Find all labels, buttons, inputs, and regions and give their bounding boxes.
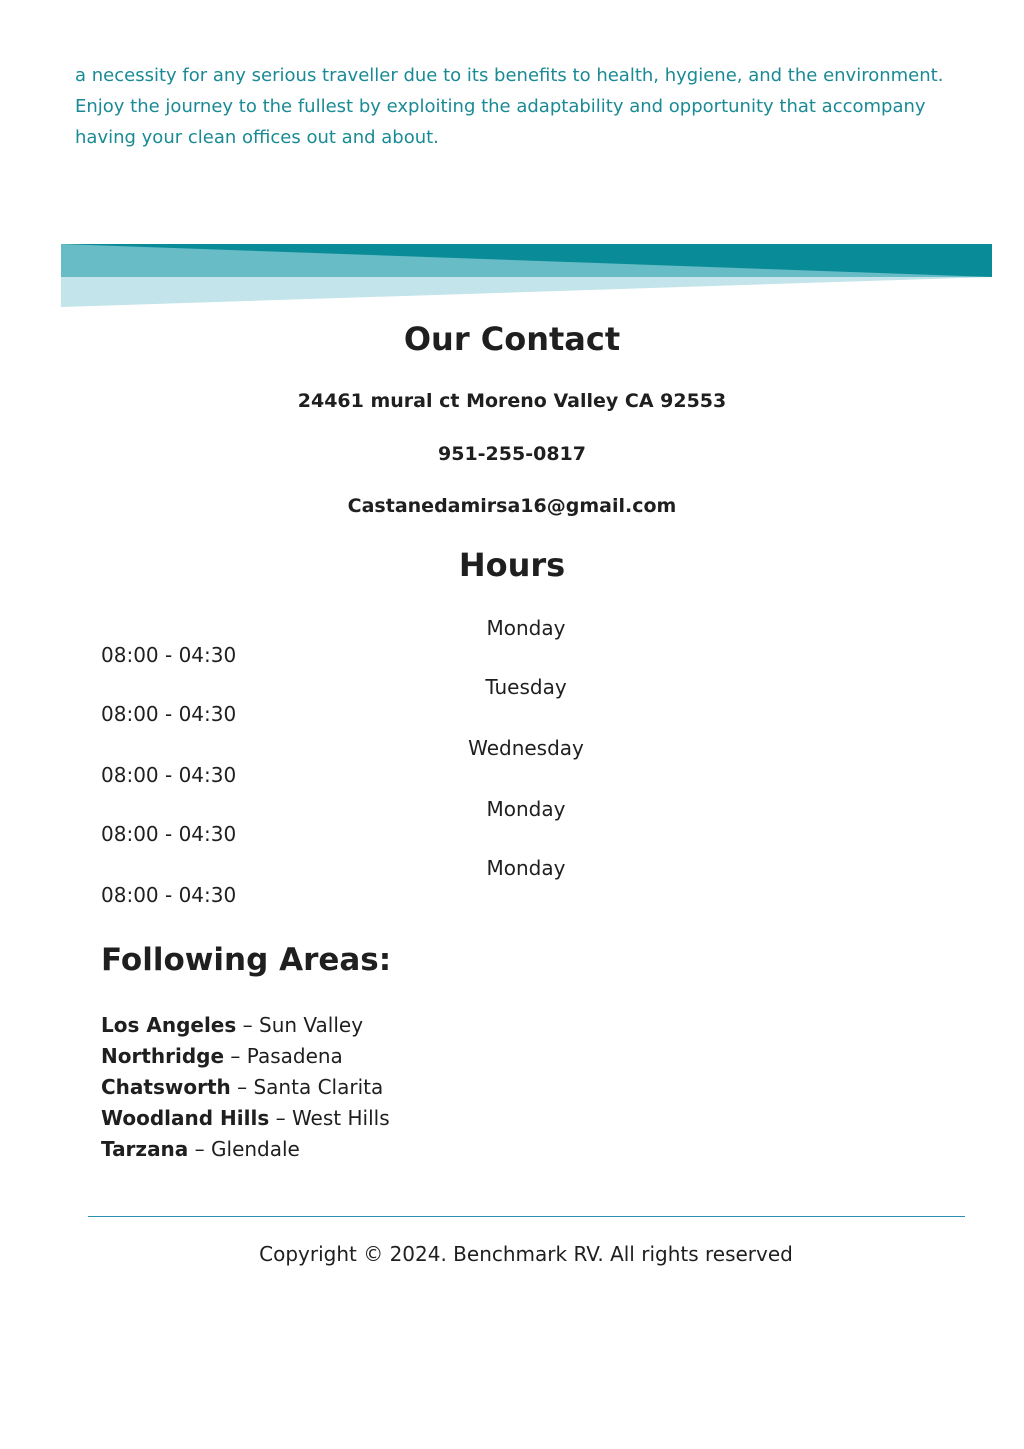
hours-day: Wednesday [468,736,584,760]
area-item [101,1044,343,1068]
intro-line: having your clean offices out and about. [75,127,439,148]
footer-divider [88,1216,965,1217]
hours-day: Tuesday [485,675,567,699]
contact-address: 24461 mural ct Moreno Valley CA 92553 [297,390,727,412]
hours-time: 08:00 - 04:30 [101,883,237,907]
intro-line: a necessity for any serious traveller due to its benefits to health, hygiene, and the environment. [75,65,944,86]
area-secondary: Sun Valley [259,1013,364,1037]
decorative-banner [61,244,992,308]
area-item [101,1106,390,1130]
hours-day: Monday [486,856,566,880]
area-separator: – [242,1013,253,1037]
intro-paragraph [75,60,975,153]
hours-time: 08:00 - 04:30 [101,763,237,787]
area-primary: Chatsworth [101,1075,231,1099]
area-secondary: Santa Clarita [253,1075,384,1099]
hours-day: Monday [486,616,566,640]
area-separator: – [237,1075,248,1099]
hours-time: 08:00 - 04:30 [101,822,237,846]
contact-title: Our Contact [403,320,621,358]
area-secondary: Glendale [211,1137,300,1161]
hours-time: 08:00 - 04:30 [101,702,237,726]
area-item [101,1075,383,1099]
area-primary: Woodland Hills [101,1106,270,1130]
copyright-text: Copyright © 2024. Benchmark RV. All rights reserved [259,1242,793,1266]
hours-time: 08:00 - 04:30 [101,643,237,667]
area-separator: – [230,1044,241,1068]
contact-phone[interactable]: 951-255-0817 [438,443,586,465]
area-primary: Northridge [101,1044,225,1068]
area-item [101,1137,300,1161]
contact-email[interactable]: Castanedamirsa16@gmail.com [347,495,677,517]
area-separator: – [194,1137,205,1161]
area-secondary: West Hills [291,1106,390,1130]
hours-day: Monday [486,797,566,821]
intro-line: Enjoy the journey to the fullest by exploiting the adaptability and opportunity that accompany [75,96,926,117]
area-primary: Tarzana [101,1137,189,1161]
areas-title: Following Areas: [101,942,392,978]
area-separator: – [275,1106,286,1130]
area-secondary: Pasadena [246,1044,343,1068]
area-primary: Los Angeles [101,1013,237,1037]
hours-title: Hours [458,546,566,584]
area-item [101,1013,363,1037]
